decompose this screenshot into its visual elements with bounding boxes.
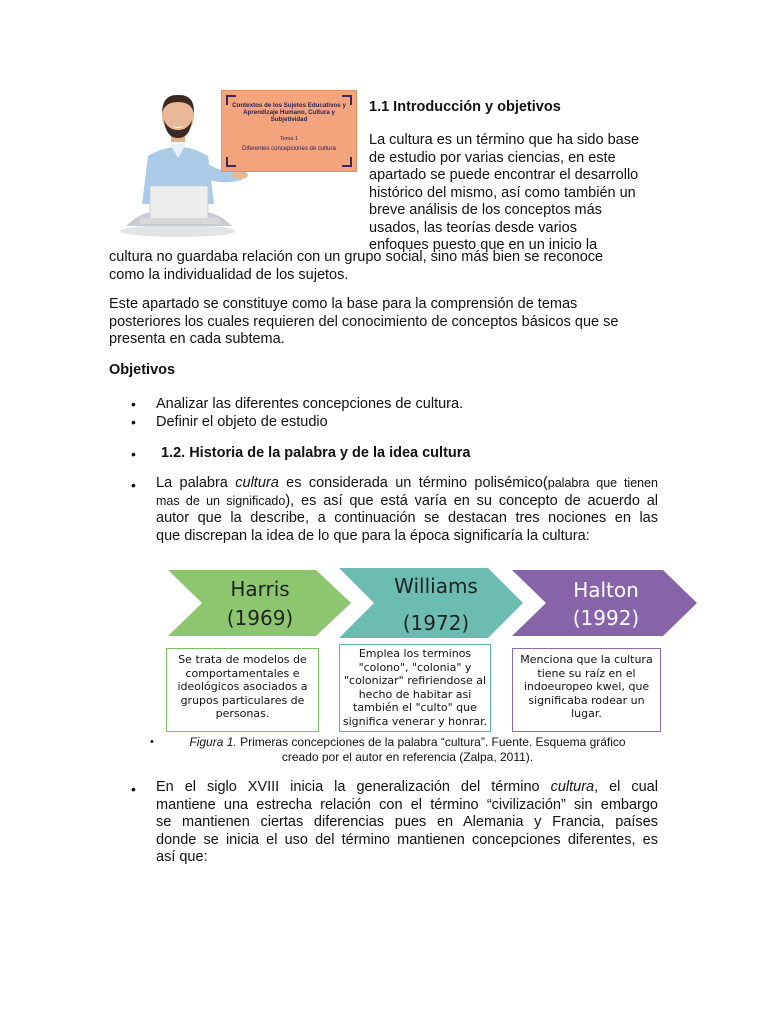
- author-year: (1969): [226, 606, 294, 630]
- author-name: Harris: [230, 577, 290, 601]
- intro-line: breve análisis de los conceptos más: [369, 202, 602, 218]
- bullet-icon: •: [131, 477, 136, 493]
- slide-title: Contextos de los Sujetos Educativos y Aprendizaje Humano, Cultura y Subjetividad: [232, 102, 346, 123]
- description-line: tiene su raíz en el: [537, 666, 636, 680]
- subsection-title: 1.2. Historia de la palabra y de la idea cultura: [161, 445, 471, 461]
- paragraph-line: donde se inicia el uso del término mantienen concepciones diferentes, es: [156, 831, 658, 848]
- intro-paragraph-continued: [109, 249, 669, 284]
- halton-description-box: [512, 648, 661, 732]
- paragraph-line: posteriores los cuales requieren del conocimiento de conceptos básicos que se: [109, 313, 619, 330]
- description-line: también el "culto" que: [353, 701, 477, 714]
- description-line: Menciona que la cultura: [520, 653, 653, 666]
- paragraph-line: así que:: [156, 849, 208, 865]
- intro-line: apartado se puede encontrar el desarrollo: [369, 167, 639, 183]
- bullet-icon: •: [131, 446, 136, 462]
- presentation-slide-card: [221, 90, 357, 172]
- description-line: indoeuropeo kwel, que: [523, 680, 650, 693]
- intro-line: como la individualidad de los sujetos.: [109, 266, 349, 283]
- description-line: "colonizar" refiriendose al: [343, 674, 487, 687]
- caption-line: Figura 1. Primeras concepciones de la palabra “cultura”. Fuente. Esquema gráfico: [189, 735, 626, 749]
- intro-paragraph-right: [369, 132, 669, 255]
- slide-theme: Tema 1: [279, 136, 299, 142]
- description-line: comportamentales e: [185, 666, 300, 680]
- chevron-arrows: [166, 566, 701, 646]
- bullet-icon: •: [131, 414, 136, 430]
- bullet-icon: •: [150, 736, 154, 748]
- description-line: personas.: [215, 707, 270, 720]
- description-line: significaba rodear un: [528, 693, 645, 707]
- paragraph-line: En el siglo XVIII inicia la generalización del término cultura, el cual: [156, 779, 658, 795]
- author-name: Halton: [573, 578, 639, 602]
- hero-illustration: [118, 86, 363, 241]
- description-line: hecho de habitar asi: [358, 687, 472, 701]
- bullet-icon: •: [131, 396, 136, 412]
- description-line: Emplea los terminos: [358, 647, 472, 660]
- description-line: lugar.: [571, 707, 602, 720]
- figure-caption: [150, 735, 665, 765]
- paragraph-line: Este apartado se constituye como la base para la comprensión de temas: [109, 296, 578, 312]
- intro-line: cultura no guardaba relación con un grupo social, sino más bien se reconoce: [109, 249, 604, 265]
- paragraph-line: se mantienen ciertas diferencias pues en Alemania y Francia, países: [156, 814, 658, 830]
- paragraph-line: autor que la describe, a continuación se destacan tres nociones en las: [156, 510, 658, 526]
- caption-line: creado por el autor en referencia (Zalpa, 2011).: [281, 750, 534, 764]
- williams-description-box: [339, 644, 491, 732]
- description-line: grupos particulares de: [180, 693, 305, 707]
- harris-description-box: [166, 648, 319, 732]
- intro-line: La cultura es un término que ha sido base: [369, 132, 640, 148]
- description-line: "colono", "colonia" y: [358, 660, 472, 674]
- description-line: ideológicos asociados a: [177, 680, 308, 693]
- concepts-diagram: [166, 566, 701, 736]
- paragraph-line: La palabra cultura es considerada un término polisémico(palabra que tienen: [156, 475, 659, 491]
- author-year: (1992): [572, 606, 640, 630]
- paragraph-line: mas de un significado), es así que está varía en su concepto de acuerdo al: [156, 492, 659, 509]
- objectives-heading: Objetivos: [109, 362, 176, 378]
- paragraph-line: presenta en cada subtema.: [109, 331, 285, 347]
- base-paragraph: [109, 296, 669, 349]
- paragraph-line: mantiene una estrecha relación con el término “civilización” sin embargo: [156, 796, 658, 813]
- palabra-paragraph: [156, 475, 658, 545]
- objective-item: Analizar las diferentes concepciones de cultura.: [156, 396, 464, 412]
- objective-item: Definir el objeto de estudio: [156, 414, 328, 430]
- siglo-paragraph: [156, 779, 658, 867]
- description-line: significa venerar y honrar.: [342, 714, 488, 728]
- intro-line: enfoques puesto que en un inicio la: [369, 237, 598, 253]
- author-name: Williams: [394, 574, 478, 598]
- author-year: (1972): [402, 611, 470, 635]
- intro-line: usados, las teorías desde varios: [369, 219, 577, 236]
- intro-line: histórico del mismo, así como también un: [369, 184, 636, 201]
- intro-line: de estudio por varias ciencias, en este: [369, 149, 616, 166]
- description-line: Se trata de modelos de: [178, 653, 307, 666]
- paragraph-line: que discrepan la idea de lo que para la época significaría la cultura:: [156, 527, 590, 544]
- bullet-icon: •: [131, 781, 136, 797]
- section-title: 1.1 Introducción y objetivos: [369, 99, 561, 115]
- slide-subtitle: Diferentes concepciones de cultura: [242, 146, 336, 152]
